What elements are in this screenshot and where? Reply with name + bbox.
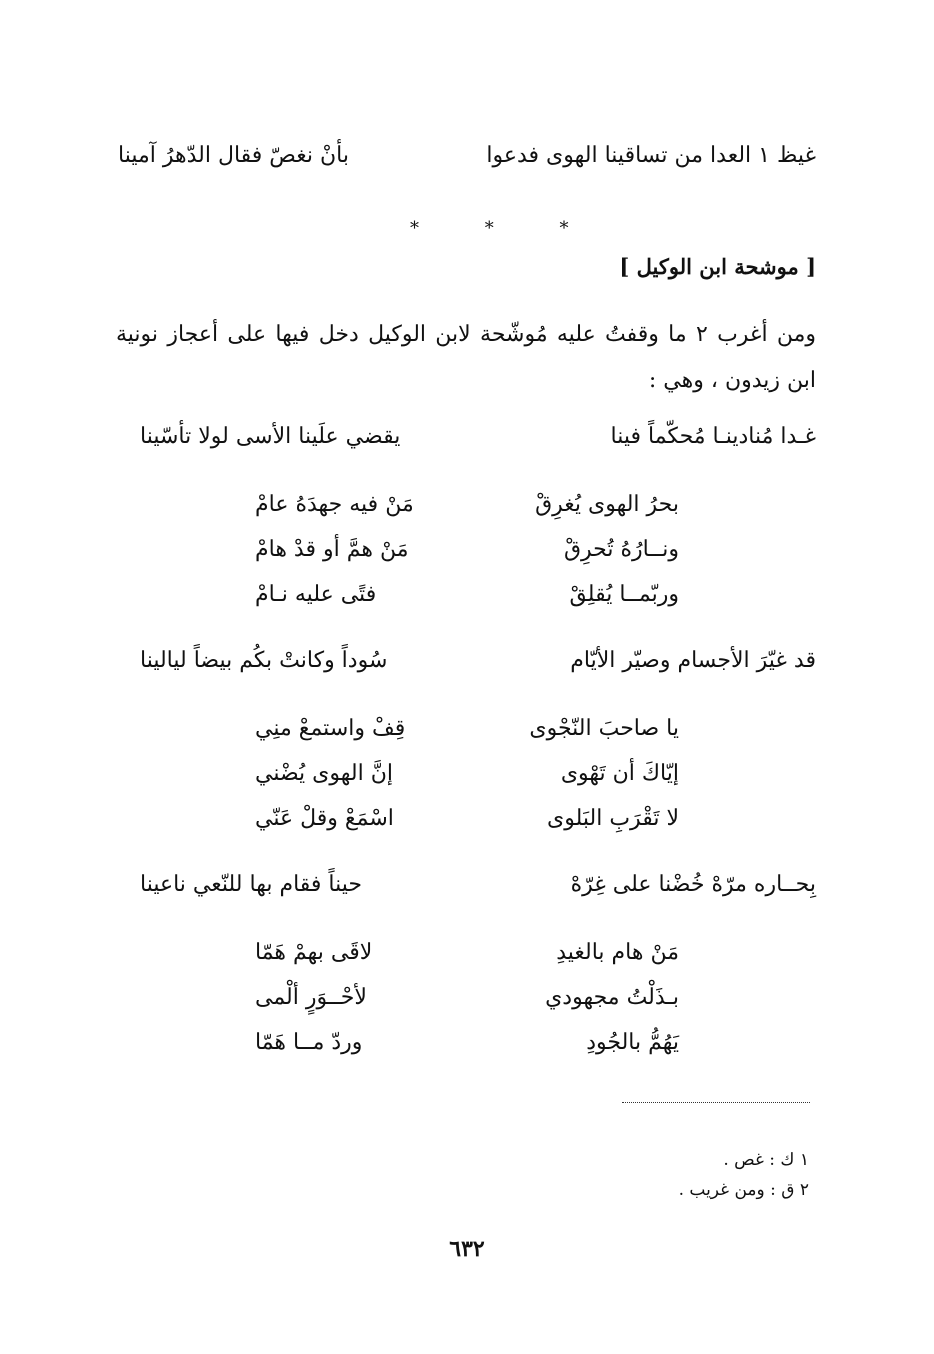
stanza3-line2-left: لأحْــوَرٍ ألْمى bbox=[255, 985, 367, 1010]
stanza3-line1-right: مَنْ هام بالغيدِ bbox=[556, 940, 679, 965]
section-heading: [ موشحة ابن الوكيل ] bbox=[619, 254, 816, 279]
stanza2-line1-right: يا صاحبَ النّجْوى bbox=[529, 716, 679, 741]
stanza2-line2-right: إيّاكَ أن تَهْوى bbox=[560, 761, 679, 786]
qufl1-right: قد غيّرَ الأجسام وصيّر الأيّام bbox=[570, 648, 816, 673]
matla-left: يقضي علَينا الأسى لولا تأسّينا bbox=[140, 424, 401, 449]
stanza2-line3-right: لا تَقْرَبِ البَلوى bbox=[547, 806, 679, 831]
stanza1-line1-right: بحرُ الهوى يُغرِقْ bbox=[535, 492, 679, 517]
qufl1-left: سُوداً وكانتْ بكُم بيضاً ليالينا bbox=[140, 648, 388, 673]
stanza1-line3-right: وربّمــا يُقلِقْ bbox=[569, 582, 679, 607]
opening-verse-left: بأنْ نغصّ فقال الدّهرُ آمينا bbox=[118, 143, 349, 168]
stanza3-line3-right: يَهُمُّ بالجُودِ bbox=[586, 1030, 679, 1055]
qufl2-left: حيناً فقام بها للنّعي ناعينا bbox=[140, 872, 362, 897]
footnote-1: ١ ك : غص . bbox=[723, 1150, 809, 1170]
qufl2-right: بِحــاره مرّهْ خُضْنا على غِرّهْ bbox=[570, 872, 816, 897]
stanza3-line3-left: وردّ مــا هَمّا bbox=[255, 1030, 363, 1055]
intro-paragraph: ومن أغرب ٢ ما وقفتُ عليه مُوشّحة لابن الوكيل دخل فيها على أعجاز نونية ابن زيدون ، وهي : bbox=[116, 322, 816, 393]
stanza2-line2-left: إنَّ الهوى يُضْني bbox=[255, 761, 393, 786]
stanza3-line2-right: بـذَلْتُ مجهودي bbox=[545, 985, 679, 1010]
footnote-divider bbox=[622, 1102, 810, 1103]
footnote-2: ٢ ق : ومن غريب . bbox=[678, 1180, 809, 1200]
stanza2-line3-left: اسْمَعْ وقلْ عَنّي bbox=[255, 806, 394, 831]
stanza1-line1-left: مَنْ فيه جهدَهُ عامْ bbox=[255, 492, 414, 517]
stanza1-line3-left: فتًى عليه نـامْ bbox=[255, 582, 377, 607]
opening-verse-right: غيظ ١ العدا من تساقينا الهوى فدعوا bbox=[486, 143, 816, 168]
stanza1-line2-left: مَنْ همَّ أو قدْ هامْ bbox=[255, 537, 409, 562]
stanza1-line2-right: ونــارُهُ تُحرِقْ bbox=[563, 537, 679, 562]
page-number: ٦٣٢ bbox=[449, 1236, 485, 1262]
stanza3-line1-left: لاقَى بهمْ هَمّا bbox=[255, 940, 373, 965]
separator-stars: * * * bbox=[410, 218, 599, 239]
matla-right: غـدا مُنادينـا مُحكّماً فينا bbox=[610, 424, 816, 449]
stanza2-line1-left: قِفْ واستمعْ منِي bbox=[255, 716, 406, 741]
